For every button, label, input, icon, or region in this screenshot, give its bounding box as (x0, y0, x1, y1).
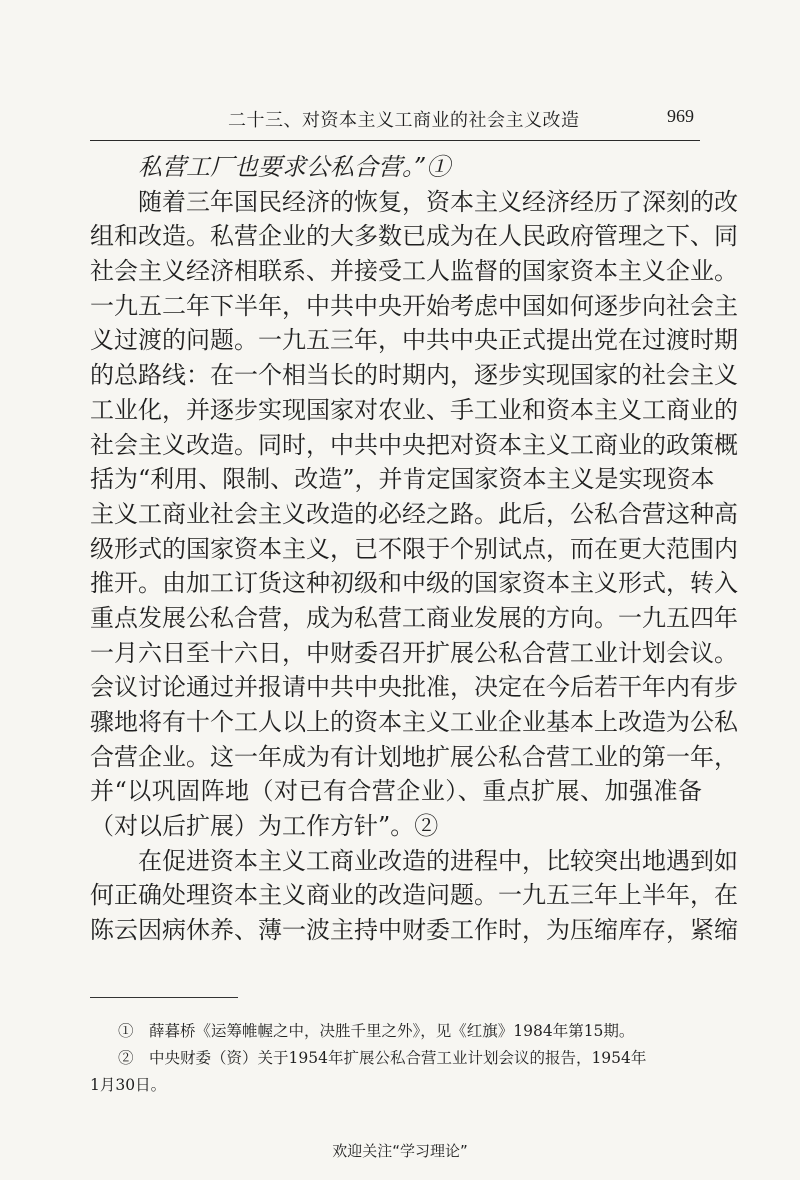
page-number: 969 (667, 106, 694, 126)
text-line: 义过渡的问题。一九五三年，中共中央正式提出党在过渡时期 (90, 326, 738, 355)
text-line: 括为“利用、限制、改造”，并肯定国家资本主义是实现资本 (90, 465, 715, 494)
watermark-caption: 欢迎关注“学习理论” (332, 1142, 468, 1160)
text-line: 私营工厂也要求公私合营。”① (138, 153, 451, 181)
text-line: 随着三年国民经济的恢复，资本主义经济经历了深刻的改 (138, 187, 738, 216)
text-line: 会议讨论通过并报请中共中央批准，决定在今后若干年内有步 (90, 673, 738, 702)
text-line: （对以后扩展）为工作方针”。② (90, 812, 439, 841)
text-line: 骤地将有十个工人以上的资本主义工业企业基本上改造为公私 (90, 708, 738, 736)
text-line: 社会主义改造。同时，中共中央把对资本主义工商业的政策概 (90, 430, 738, 459)
text-line: 级形式的国家资本主义，已不限于个别试点，而在更大范围内 (90, 534, 738, 563)
text-line: 合营企业。这一年成为有计划地扩展公私合营工业的第一年， (90, 742, 738, 771)
footnote-divider (90, 997, 238, 998)
text-line: 推开。由加工订货这种初级和中级的国家资本主义形式，转入 (90, 569, 738, 598)
text-line: 一九五二年下半年，中共中央开始考虑中国如何逐步向社会主 (90, 291, 738, 320)
footnote-line: 1月30日。 (90, 1076, 167, 1094)
chapter-title: 二十三、对资本主义工商业的社会主义改造 (228, 110, 580, 131)
text-line: 组和改造。私营企业的大多数已成为在人民政府管理之下、同 (90, 222, 738, 251)
text-line: 工业化，并逐步实现国家对农业、手工业和资本主义工商业的 (90, 395, 738, 424)
text-line: 的总路线：在一个相当长的时期内，逐步实现国家的社会主义 (90, 361, 738, 390)
footnotes (90, 1018, 702, 1099)
text-line: 重点发展公私合营，成为私营工商业发展的方向。一九五四年 (90, 603, 738, 632)
footnote-line: ① 薛暮桥《运筹帷幄之中，决胜千里之外》，见《红旗》1984年第15期。 (118, 1022, 635, 1040)
footnote-line: ② 中央财委（资）关于1954年扩展公私合营工业计划会议的报告，1954年 (118, 1049, 647, 1067)
running-header (90, 100, 700, 141)
text-line: 一月六日至十六日，中财委召开扩展公私合营工业计划会议。 (90, 638, 738, 667)
text-line: 并“以巩固阵地（对已有合营企业）、重点扩展、加强准备 (90, 777, 702, 806)
text-line: 在促进资本主义工商业改造的进程中，比较突出地遇到如 (138, 846, 738, 875)
body-text (90, 150, 738, 948)
text-line: 社会主义经济相联系、并接受工人监督的国家资本主义企业。 (90, 257, 738, 286)
text-line: 主义工商业社会主义改造的必经之路。此后，公私合营这种高 (90, 499, 738, 528)
text-line: 陈云因病休养、薄一波主持中财委工作时，为压缩库存，紧缩 (90, 916, 738, 945)
text-line: 何正确处理资本主义商业的改造问题。一九五三年上半年，在 (90, 881, 738, 910)
